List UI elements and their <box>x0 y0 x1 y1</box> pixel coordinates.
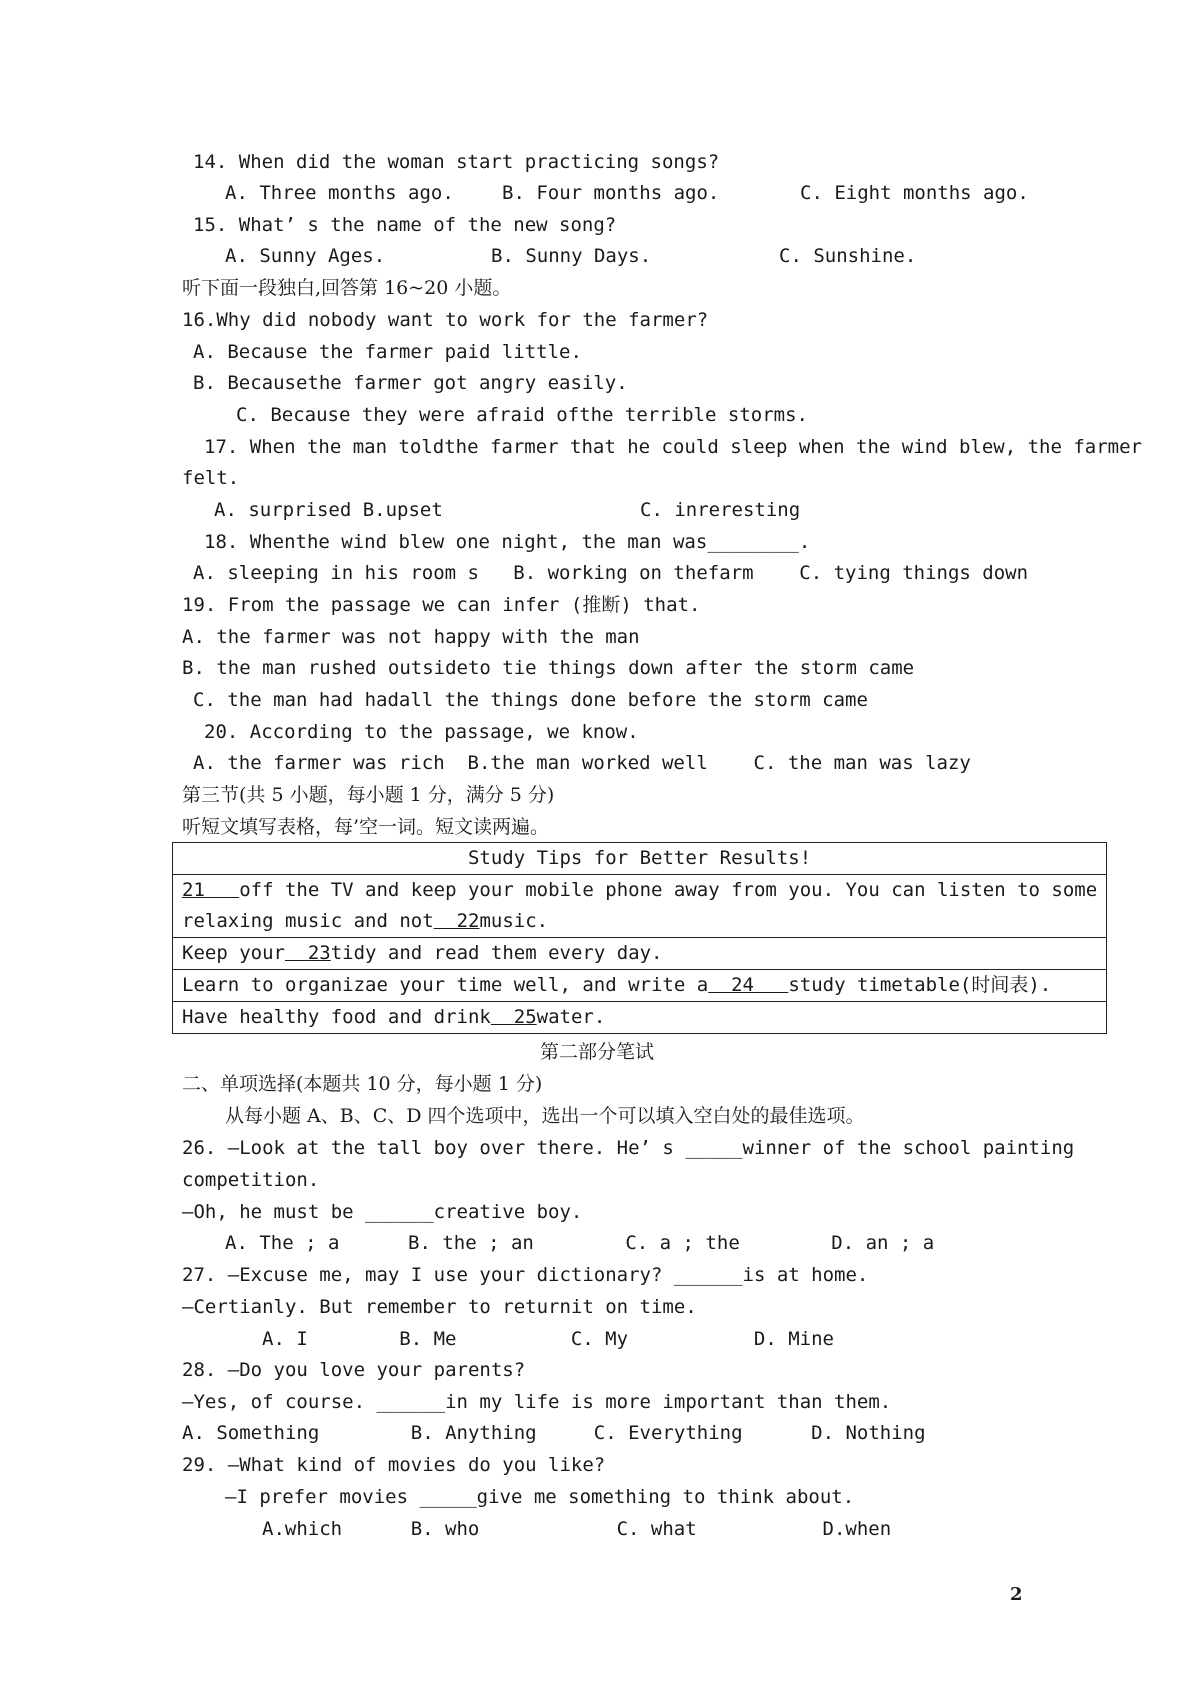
blank-23: 23 <box>307 942 331 964</box>
q15-option-c: C. Sunshine. <box>779 245 917 267</box>
monologue-instruction: 听下面一段独白,回答第 16~20 小题。 <box>182 277 512 299</box>
single-choice-heading: 二、单项选择(本题共 10 分，每小题 1 分) <box>182 1073 543 1095</box>
part-2-heading: 第二部分笔试 <box>540 1041 655 1063</box>
q17-options-ab: A. surprised B.upset <box>214 499 443 521</box>
q18-options: A. sleeping in his room s B. working on thefarm C. tying things down <box>193 562 1029 584</box>
q17-option-c: C. inreresting <box>640 499 801 521</box>
question-29-line1: 29. —What kind of movies do you like? <box>182 1454 606 1476</box>
blank-24: 24 <box>731 974 754 996</box>
q19-option-a: A. the farmer was not happy with the man <box>182 626 640 648</box>
blank-22: 22 <box>456 910 480 932</box>
question-14: 14. When did the woman start practicing songs? <box>193 151 720 173</box>
question-28-line1: 28. —Do you love your parents? <box>182 1359 526 1381</box>
question-27-line2: —Certianly. But remember to returnit on time. <box>182 1296 697 1318</box>
q20-options: A. the farmer was rich B.the man worked well C. the man was lazy <box>193 752 971 774</box>
table-row: Have healthy food and drink 25water. <box>173 1002 1107 1034</box>
q28-options: A. Something B. Anything C. Everything D. Nothing <box>182 1422 926 1444</box>
page-number: 2 <box>1010 1584 1023 1605</box>
q16-option-b: B. Becausethe farmer got angry easily. <box>193 372 628 394</box>
question-18: 18. Whenthe wind blew one night, the man was________. <box>204 531 811 553</box>
blank-21: 21 <box>182 879 205 901</box>
q16-option-c: C. Because they were afraid ofthe terrible storms. <box>236 404 808 426</box>
q14-option-c: C. Eight months ago. <box>800 182 1029 204</box>
q16-option-a: A. Because the farmer paid little. <box>193 341 582 363</box>
question-28-line2: —Yes, of course. ______in my life is more important than them. <box>182 1391 892 1413</box>
question-16: 16.Why did nobody want to work for the farmer? <box>182 309 709 331</box>
study-tips-table <box>172 842 1107 1034</box>
single-choice-instruction: 从每小题 A、B、C、D 四个选项中，选出一个可以填入空白处的最佳选项。 <box>225 1105 865 1127</box>
section-3-instruction: 听短文填写表格，每’空一词。短文读两遍。 <box>182 816 550 838</box>
section-3-heading: 第三节(共 5 小题，每小题 1 分，满分 5 分) <box>182 784 555 806</box>
table-row: Learn to organizae your time well, and write a 24 study timetable(时间表). <box>173 970 1107 1002</box>
question-19: 19. From the passage we can infer (推断) that. <box>182 594 701 616</box>
q27-options: A. I B. Me C. My D. Mine <box>262 1328 834 1350</box>
question-26-line2: competition. <box>182 1169 320 1191</box>
q29-options: A.which B. who C. what D.when <box>262 1518 892 1540</box>
question-17-line2: felt. <box>182 467 240 489</box>
question-29-line2: —I prefer movies _____give me something to think about. <box>225 1486 855 1508</box>
q19-option-b: B. the man rushed outsideto tie things down after the storm came <box>182 657 915 679</box>
question-26-line1: 26. —Look at the tall boy over there. He’ s _____winner of the school painting <box>182 1137 1075 1159</box>
q14-option-b: B. Four months ago. <box>502 182 720 204</box>
question-26-line3: —Oh, he must be ______creative boy. <box>182 1201 583 1223</box>
q14-option-a: A. Three months ago. <box>225 182 454 204</box>
blank-25: 25 <box>513 1006 537 1028</box>
table-row: 21 off the TV and keep your mobile phone away from you. You can listen to some relaxing music and not 22music. <box>173 875 1107 938</box>
question-17-line1: 17. When the man toldthe farmer that he could sleep when the wind blew, the farmer <box>204 436 1142 458</box>
q15-option-b: B. Sunny Days. <box>491 245 652 267</box>
q15-option-a: A. Sunny Ages. <box>225 245 386 267</box>
question-20: 20. According to the passage, we know. <box>204 721 639 743</box>
table-title: Study Tips for Better Results! <box>173 843 1107 875</box>
question-27-line1: 27. —Excuse me, may I use your dictionary? ______is at home. <box>182 1264 869 1286</box>
q26-options: A. The ; a B. the ; an C. a ; the D. an ; a <box>225 1232 935 1254</box>
q19-option-c: C. the man had hadall the things done before the storm came <box>193 689 868 711</box>
table-row: Keep your 23tidy and read them every day. <box>173 938 1107 970</box>
question-15: 15. What’ s the name of the new song? <box>193 214 617 236</box>
